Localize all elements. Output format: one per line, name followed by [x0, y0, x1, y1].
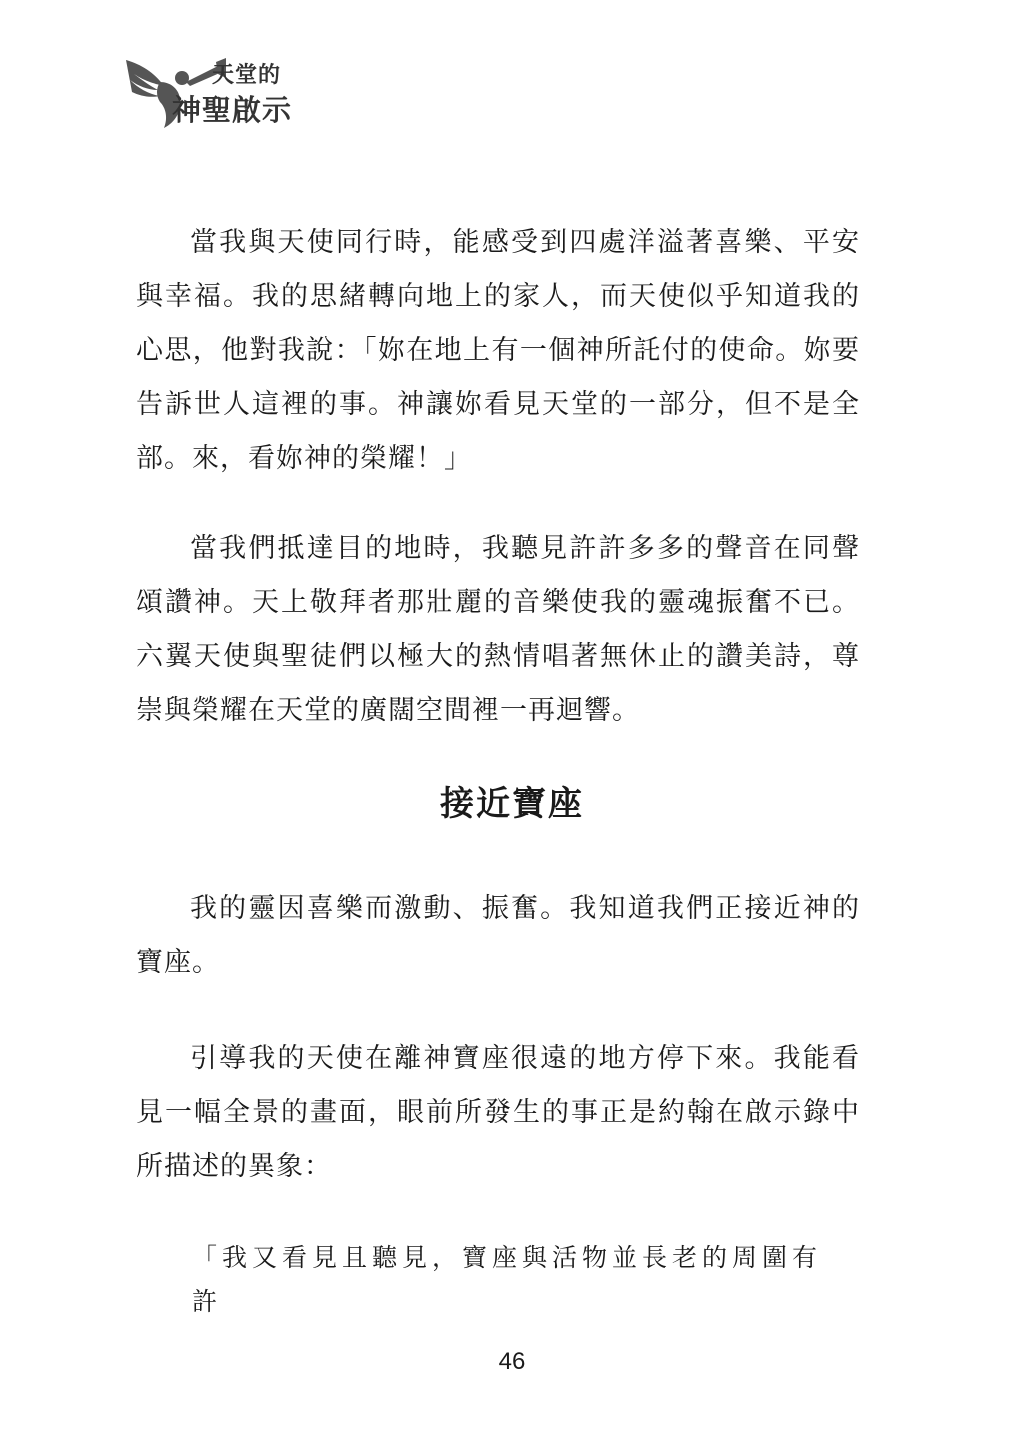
- book-title-line2: 神聖啟示: [172, 93, 293, 127]
- book-logo: [120, 52, 300, 132]
- paragraph-text: 當我與天使同行時，能感受到四處洋溢著喜樂、平安與幸福。我的思緒轉向地上的家人，而天使似乎知道我的心思，他對我說：「妳在地上有一個神所託付的使命。妳要告訴世人這裡的事。神讓妳看見天堂的一部分，但不是全部。來，看妳神的榮耀！」: [136, 227, 860, 474]
- paragraph: [136, 882, 860, 990]
- paragraph-text: 引導我的天使在離神寶座很遠的地方停下來。我能看見一幅全景的畫面，眼前所發生的事正是約翰在啟示錄中所描述的異象：: [136, 1043, 860, 1182]
- section-heading: 接近寶座: [440, 784, 584, 824]
- paragraph-text: 我的靈因喜樂而激動、振奮。我知道我們正接近神的寶座。: [136, 893, 860, 978]
- book-title-line1: 天堂的: [212, 62, 282, 88]
- paragraph: [136, 216, 860, 486]
- page-number: 46: [498, 1348, 526, 1375]
- paragraph: [136, 522, 860, 738]
- scripture-quote: 「我又看見且聽見，寶座與活物並長老的周圍有許: [192, 1243, 823, 1316]
- paragraph-text: 當我們抵達目的地時，我聽見許許多多的聲音在同聲頌讚神。天上敬拜者那壯麗的音樂使我的靈魂振奮不已。六翼天使與聖徒們以極大的熱情唱著無休止的讚美詩，尊崇與榮耀在天堂的廣闊空間裡一再迴響。: [136, 533, 860, 726]
- paragraph: [136, 1032, 860, 1194]
